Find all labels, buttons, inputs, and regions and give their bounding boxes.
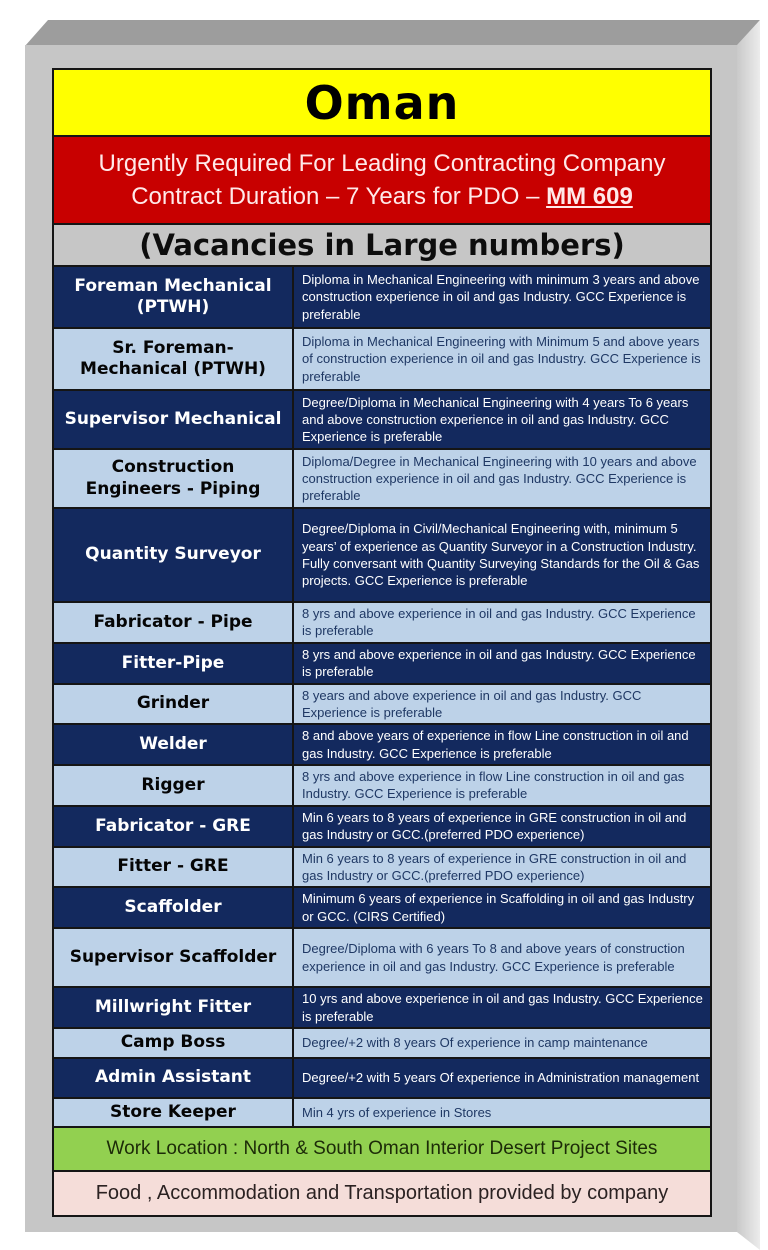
job-advert-poster — [52, 68, 712, 1217]
country-title: Oman — [304, 75, 460, 130]
job-title: Supervisor Scaffolder — [54, 929, 294, 986]
job-title: Fabricator - GRE — [54, 807, 294, 846]
table-row — [54, 601, 710, 642]
job-requirements: Diploma in Mechanical Engineering with Minimum 5 and above years of construction experience in oil and gas Industry. GCC Experience is preferable — [302, 334, 701, 384]
job-requirements: 8 yrs and above experience in oil and gas Industry. GCC Experience is preferable — [302, 646, 696, 680]
table-row — [54, 448, 710, 507]
job-title: Welder — [54, 725, 294, 764]
job-requirements: Degree/+2 with 8 years Of experience in camp maintenance — [302, 1035, 648, 1051]
urgent-banner-line1: Urgently Required For Leading Contracting Company — [98, 149, 666, 177]
reference-code: MM 609 — [546, 182, 633, 210]
job-requirements: 8 and above years of experience in flow Line construction in oil and gas Industry. GCC Experience is preferable — [302, 728, 689, 761]
table-row — [54, 723, 710, 764]
job-title: Sr. Foreman- Mechanical (PTWH) — [54, 329, 294, 389]
slab-right-edge — [737, 20, 760, 1250]
table-row — [54, 764, 710, 805]
jobs-table — [54, 267, 710, 1126]
job-title: Camp Boss — [54, 1029, 294, 1056]
job-title: Fitter - GRE — [54, 848, 294, 887]
job-requirements: 8 yrs and above experience in oil and gas Industry. GCC Experience is preferable — [302, 606, 696, 639]
vacancies-subtitle: (Vacancies in Large numbers) — [139, 228, 625, 262]
job-title: Supervisor Mechanical — [54, 391, 294, 448]
table-row — [54, 327, 710, 389]
table-row — [54, 683, 710, 724]
work-location-band — [54, 1126, 710, 1170]
job-title: Scaffolder — [54, 888, 294, 927]
job-requirements: 10 yrs and above experience in oil and gas Industry. GCC Experience is preferable — [302, 991, 703, 1024]
table-row — [54, 846, 710, 887]
job-title: Admin Assistant — [54, 1059, 294, 1097]
job-title: Rigger — [54, 766, 294, 805]
country-header-band — [54, 70, 710, 137]
table-row — [54, 1097, 710, 1126]
job-requirements: Degree/Diploma with 6 years To 8 and above years of construction experience in oil and gas Industry. GCC Experience is preferable — [302, 941, 685, 974]
table-row — [54, 1057, 710, 1097]
job-requirements: Min 4 yrs of experience in Stores — [302, 1104, 492, 1120]
job-title: Foreman Mechanical (PTWH) — [54, 267, 294, 327]
job-title: Construction Engineers - Piping — [54, 450, 294, 507]
job-requirements: Min 6 years to 8 years of experience in GRE construction in oil and gas Industry or GCC.(preferred PDO experience) — [302, 809, 687, 843]
table-row — [54, 805, 710, 846]
job-title: Fitter-Pipe — [54, 644, 294, 683]
job-requirements: Diploma in Mechanical Engineering with minimum 3 years and above construction experience in oil and gas Industry. GCC Experience is preferable — [302, 272, 700, 322]
urgent-banner-band — [54, 137, 710, 225]
job-title: Grinder — [54, 685, 294, 724]
table-row — [54, 927, 710, 986]
table-row — [54, 389, 710, 448]
table-row — [54, 986, 710, 1027]
job-requirements: Diploma/Degree in Mechanical Engineering with 10 years and above construction experience in oil and gas Industry. GCC Experience is preferable — [302, 453, 697, 504]
table-row — [54, 642, 710, 683]
provisions-text: Food , Accommodation and Transportation provided by company — [95, 1182, 669, 1204]
job-requirements: Degree/Diploma in Mechanical Engineering with 4 years To 6 years and above construction experience in oil and gas Industry. GCC Experience is preferable — [302, 394, 689, 445]
job-title: Fabricator - Pipe — [54, 603, 294, 642]
provisions-band — [54, 1170, 710, 1215]
urgent-banner-line2 — [131, 183, 633, 211]
contract-duration-text: Contract Duration – 7 Years for PDO – — [131, 182, 547, 210]
job-title: Store Keeper — [54, 1099, 294, 1126]
slab-front-face — [25, 45, 737, 1232]
job-title: Millwright Fitter — [54, 988, 294, 1027]
table-row — [54, 267, 710, 327]
table-row — [54, 507, 710, 601]
slab-top-edge — [25, 20, 760, 46]
vacancies-subtitle-band — [54, 225, 710, 267]
job-requirements: 8 yrs and above experience in flow Line construction in oil and gas Industry. GCC Experience is preferable — [302, 769, 685, 802]
job-requirements: Minimum 6 years of experience in Scaffolding in oil and gas Industry or GCC. (CIRS Certified) — [302, 891, 695, 924]
work-location-text: Work Location : North & South Oman Interior Desert Project Sites — [106, 1138, 658, 1159]
job-requirements: Min 6 years to 8 years of experience in GRE construction in oil and gas Industry or GCC.(preferred PDO experience) — [302, 850, 687, 883]
table-row — [54, 886, 710, 927]
job-requirements: 8 years and above experience in oil and gas Industry. GCC Experience is preferable — [302, 687, 642, 720]
job-requirements: Degree/Diploma in Civil/Mechanical Engineering with, minimum 5 years’ of experience as Quantity Surveyor in a Construction Industry. Fully conversant with Quantity Surveying Standards for the Oil & Gas projects. GCC Experience is preferable — [302, 521, 700, 589]
table-row — [54, 1027, 710, 1056]
job-requirements: Degree/+2 with 5 years Of experience in Administration management — [302, 1069, 700, 1085]
job-title: Quantity Surveyor — [54, 509, 294, 601]
